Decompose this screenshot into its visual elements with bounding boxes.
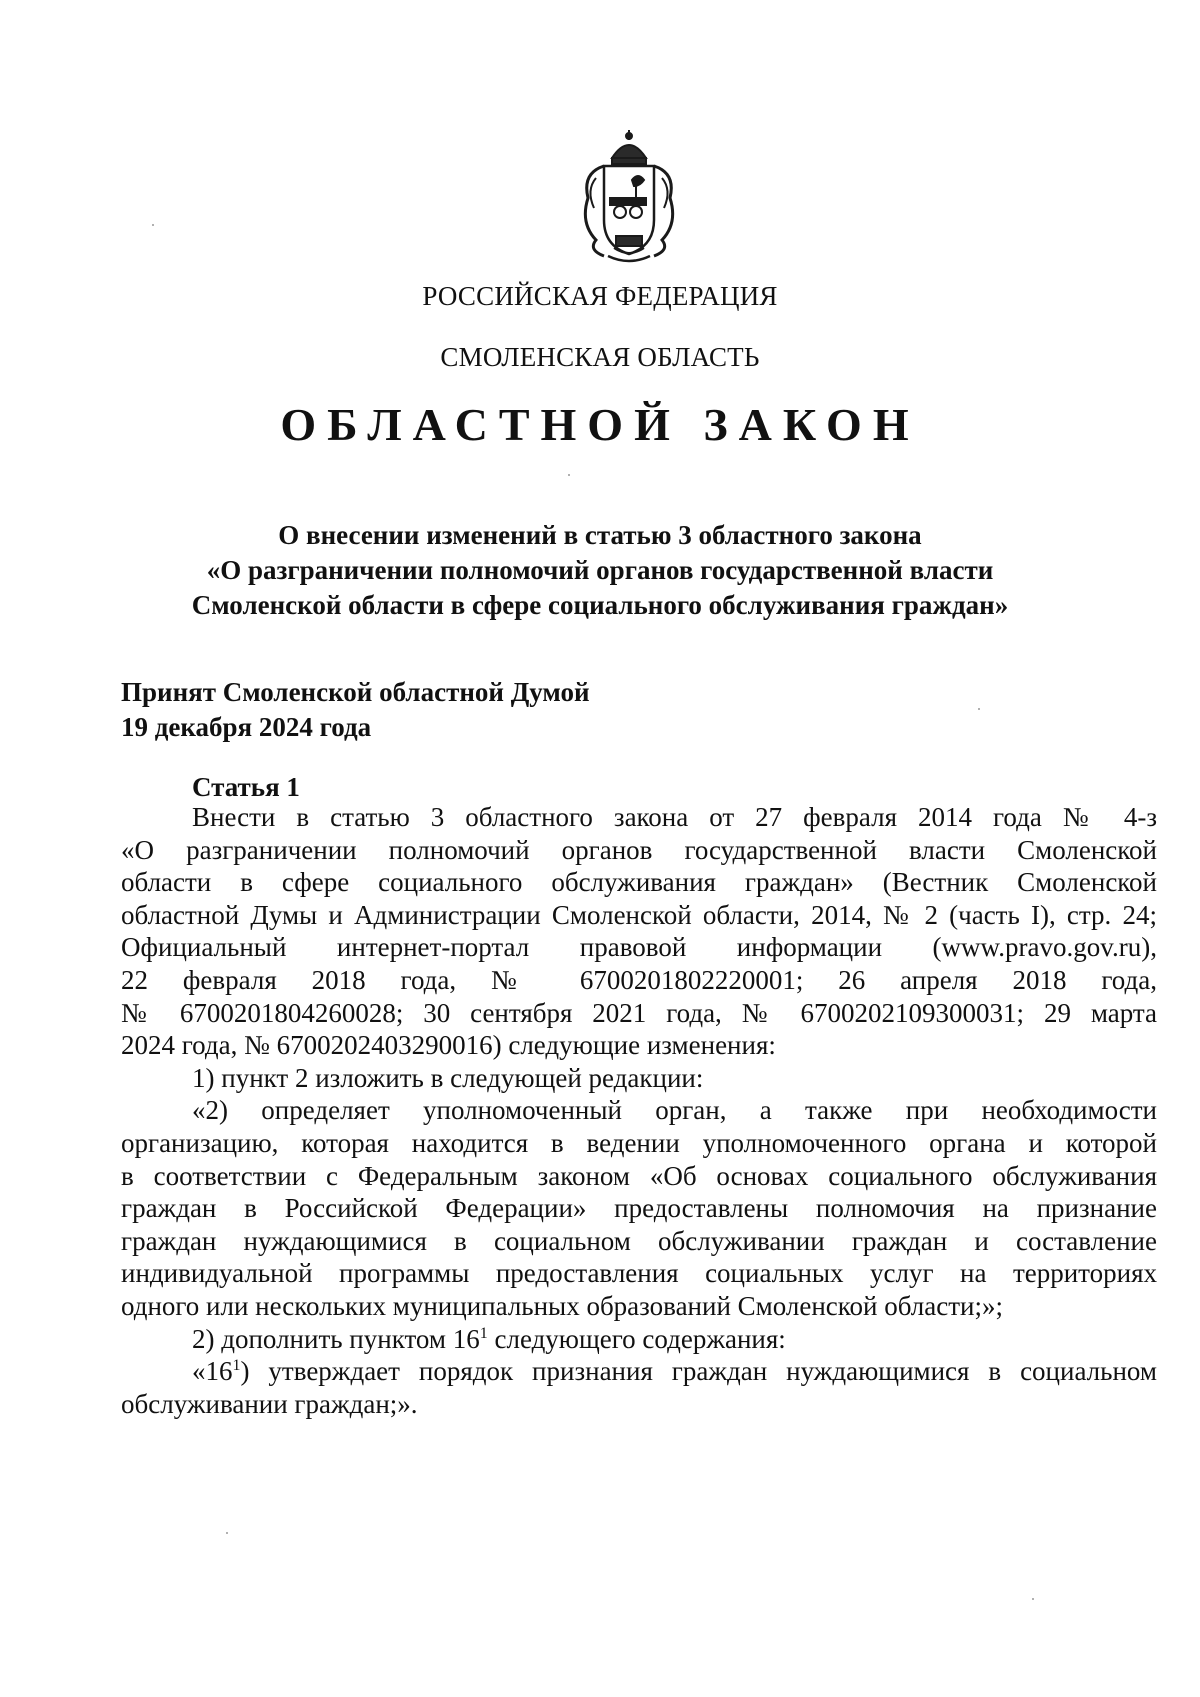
- adoption-info: [121, 675, 590, 745]
- adopted-by: Принят Смоленской областной Думой: [121, 677, 590, 707]
- law-title: [130, 518, 1070, 623]
- body-line: «О разграничении полномочий органов государственной власти Смоленской: [121, 834, 1157, 865]
- body-line: областной Думы и Администрации Смоленской области, 2014, № 2 (часть I), стр. 24;: [121, 899, 1157, 930]
- article-body: [121, 801, 1157, 1420]
- region-name: СМОЛЕНСКАЯ ОБЛАСТЬ: [440, 342, 760, 372]
- document-type-title: ОБЛАСТНОЙ ЗАКОН: [280, 399, 920, 450]
- body-line: организацию, которая находится в ведении уполномоченного органа и которой: [121, 1127, 1157, 1158]
- law-title-line: Смоленской области в сфере социального обслуживания граждан»: [191, 590, 1009, 620]
- superscript: 1: [232, 1357, 241, 1375]
- country-name: РОССИЙСКАЯ ФЕДЕРАЦИЯ: [422, 281, 778, 311]
- superscript: 1: [479, 1324, 488, 1342]
- body-line: [121, 1355, 1157, 1388]
- item-2-text: ) утверждает порядок признания граждан нуждающимися в социальном: [240, 1356, 1157, 1387]
- body-line: области в сфере социального обслуживания граждан» (Вестник Смоленской: [121, 867, 1157, 898]
- body-line: обслуживании граждан;».: [121, 1388, 418, 1419]
- adoption-date: 19 декабря 2024 года: [121, 712, 372, 742]
- body-line: в соответствии с Федеральным законом «Об основах социального обслуживания: [121, 1160, 1157, 1191]
- item-2-label-text: следующего содержания:: [487, 1323, 786, 1354]
- item-2-label: [121, 1323, 1157, 1356]
- body-line: граждан нуждающимися в социальном обслуживании граждан и составление: [121, 1225, 1157, 1256]
- item-1-label: 1) пункт 2 изложить в следующей редакции:: [192, 1062, 704, 1093]
- body-line: 22 февраля 2018 года, № 6700201802220001; 26 апреля 2018 года,: [121, 964, 1157, 995]
- article-heading: Статья 1: [192, 772, 300, 802]
- body-line: Официальный интернет-портал правовой информации (www.pravo.gov.ru),: [121, 932, 1157, 963]
- body-line: «2) определяет уполномоченный орган, а также при необходимости: [192, 1095, 1157, 1126]
- body-line: Внести в статью 3 областного закона от 27 февраля 2014 года № 4-з: [192, 802, 1157, 832]
- law-title-line: «О разграничении полномочий органов государственной власти: [206, 555, 994, 585]
- item-2-text: «16: [192, 1356, 233, 1387]
- item-2-label-text: 2) дополнить пунктом 16: [192, 1323, 480, 1354]
- body-line: индивидуальной программы предоставления социальных услуг на территориях: [121, 1258, 1157, 1289]
- law-title-line: О внесении изменений в статью 3 областного закона: [278, 520, 922, 550]
- body-line: 2024 года, № 6700202403290016) следующие изменения:: [121, 1030, 776, 1061]
- body-line: одного или нескольких муниципальных образований Смоленской области;»;: [121, 1290, 1003, 1321]
- body-line: № 6700201804260028; 30 сентября 2021 года, № 6700202109300031; 29 марта: [121, 997, 1157, 1028]
- body-line: граждан в Российской Федерации» предоставлены полномочия на признание: [121, 1193, 1157, 1224]
- smolensk-coat-of-arms-icon: [574, 128, 684, 268]
